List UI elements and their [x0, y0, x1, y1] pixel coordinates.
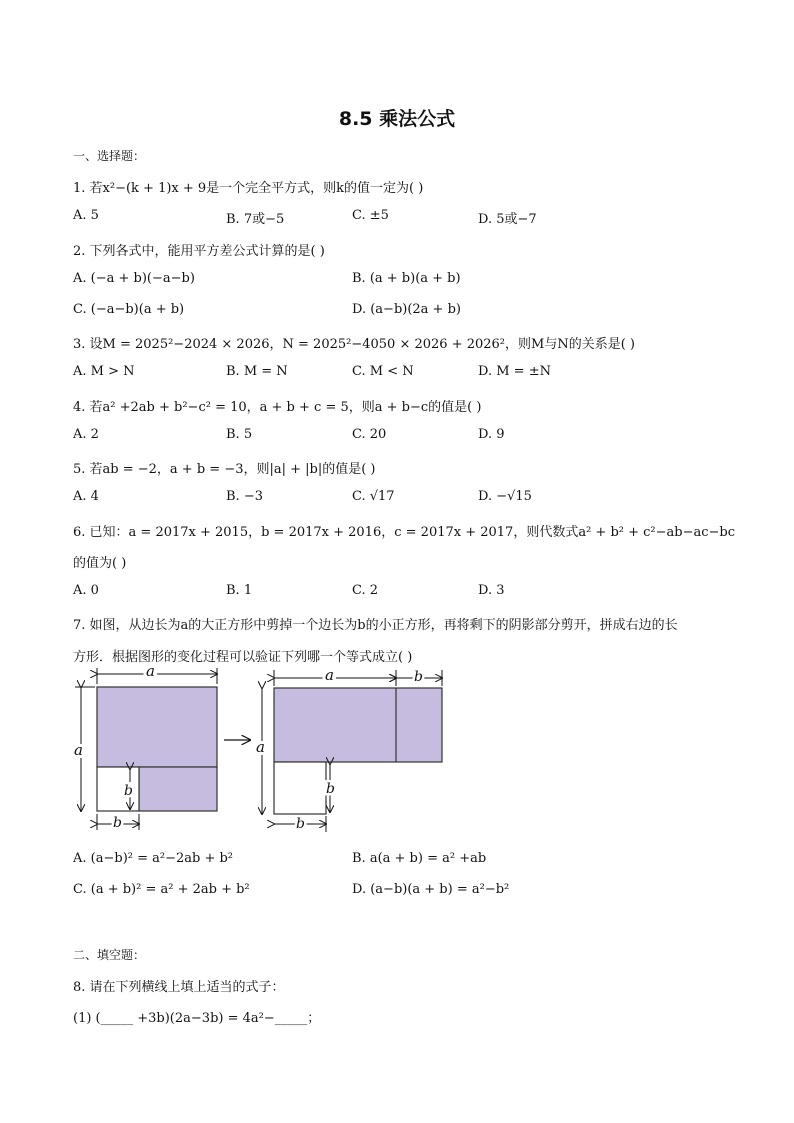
q4-option-a: A. 2: [73, 427, 99, 442]
q3-option-d: D. M = ±N: [478, 364, 551, 379]
section-heading-choice: 一、选择题：: [73, 149, 146, 163]
label-a-left: a: [74, 741, 83, 759]
q1-option-b: B. 7或−5: [226, 212, 285, 227]
q7-option-b: B. a(a + b) = a² +ab: [352, 851, 487, 866]
q6-option-b: B. 1: [226, 583, 253, 598]
question-2-stem: 2. 下列各式中，能用平方差公式计算的是( ): [73, 244, 325, 259]
question-4-stem: 4. 若a² +2ab + b²−c² = 10，a + b + c = 5，则a + b−c的值是( ): [73, 400, 482, 415]
label-a-right-left: a: [256, 738, 265, 756]
question-1-stem: 1. 若x²−(k + 1)x + 9是一个完全平方式，则k的值一定为( ): [73, 181, 424, 196]
q4-option-b: B. 5: [226, 427, 253, 442]
section-heading-fill: 二、填空题：: [73, 948, 146, 962]
q1-option-a: A. 5: [73, 208, 99, 223]
q7-option-a: A. (a−b)² = a²−2ab + b²: [73, 851, 234, 866]
label-b-bottom-left: b: [113, 815, 122, 831]
q3-option-b: B. M = N: [226, 364, 288, 379]
question-3-stem: 3. 设M = 2025²−2024 × 2026，N = 2025²−4050 × 2026 + 2026²，则M与N的关系是( ): [73, 337, 635, 352]
q2-option-b: B. (a + b)(a + b): [352, 271, 461, 286]
question-8-stem: 8. 请在下列横线上填上适当的式子：: [73, 980, 285, 995]
q6-option-a: A. 0: [73, 583, 99, 598]
q7-option-c: C. (a + b)² = a² + 2ab + b²: [73, 882, 250, 897]
q3-option-a: A. M > N: [73, 364, 135, 379]
label-b-inner: b: [124, 783, 133, 799]
question-7-stem: 7. 如图，从边长为a的大正方形中剪掉一个边长为b的小正方形，再将剩下的阴影部分剪开，拼成右边的长: [73, 618, 678, 633]
label-b-top-right: b: [414, 669, 423, 685]
question-6-stem-cont: 的值为( ): [73, 556, 127, 571]
right-rectangle-figure: [256, 666, 442, 832]
q7-option-d: D. (a−b)(a + b) = a²−b²: [352, 882, 510, 897]
q5-option-d: D. −√15: [478, 489, 532, 504]
q7-figure: [66, 664, 456, 836]
q5-option-b: B. −3: [226, 489, 263, 504]
q1-option-c: C. ±5: [352, 208, 389, 223]
q2-option-a: A. (−a + b)(−a−b): [73, 271, 195, 286]
q4-option-c: C. 20: [352, 427, 387, 442]
q2-option-c: C. (−a−b)(a + b): [73, 302, 185, 317]
removed-small-square-right: [274, 762, 326, 814]
question-8-part-1: (1) (_____ +3b)(2a−3b) = 4a²−_____；: [73, 1011, 321, 1026]
q6-option-c: C. 2: [352, 583, 379, 598]
left-square-figure: [74, 664, 217, 831]
question-6-stem: 6. 已知：a = 2017x + 2015，b = 2017x + 2016，c = 2017x + 2017，则代数式a² + b² + c²−ab−ac−bc: [73, 525, 736, 540]
page-title: 8.5 乘法公式: [338, 108, 456, 130]
q1-option-d: D. 5或−7: [478, 212, 537, 227]
label-a-top-right: a: [325, 666, 334, 684]
q5-option-c: C. √17: [352, 489, 395, 504]
label-b-bottom-right: b: [296, 816, 305, 832]
shaded-top-region: [97, 687, 217, 767]
q6-option-d: D. 3: [478, 583, 505, 598]
shaded-bottom-right-region: [139, 767, 217, 811]
rearranged-rectangle: [274, 688, 442, 762]
question-7-stem-cont: 方形．根据图形的变化过程可以验证下列哪一个等式成立( ): [73, 650, 413, 665]
q2-option-d: D. (a−b)(2a + b): [352, 302, 461, 317]
label-b-right-inner: b: [326, 781, 335, 797]
question-5-stem: 5. 若ab = −2，a + b = −3，则|a| + |b|的值是( ): [73, 462, 376, 477]
label-a-top-left: a: [146, 664, 155, 680]
q3-option-c: C. M < N: [352, 364, 414, 379]
q5-option-a: A. 4: [73, 489, 99, 504]
q4-option-d: D. 9: [478, 427, 505, 442]
